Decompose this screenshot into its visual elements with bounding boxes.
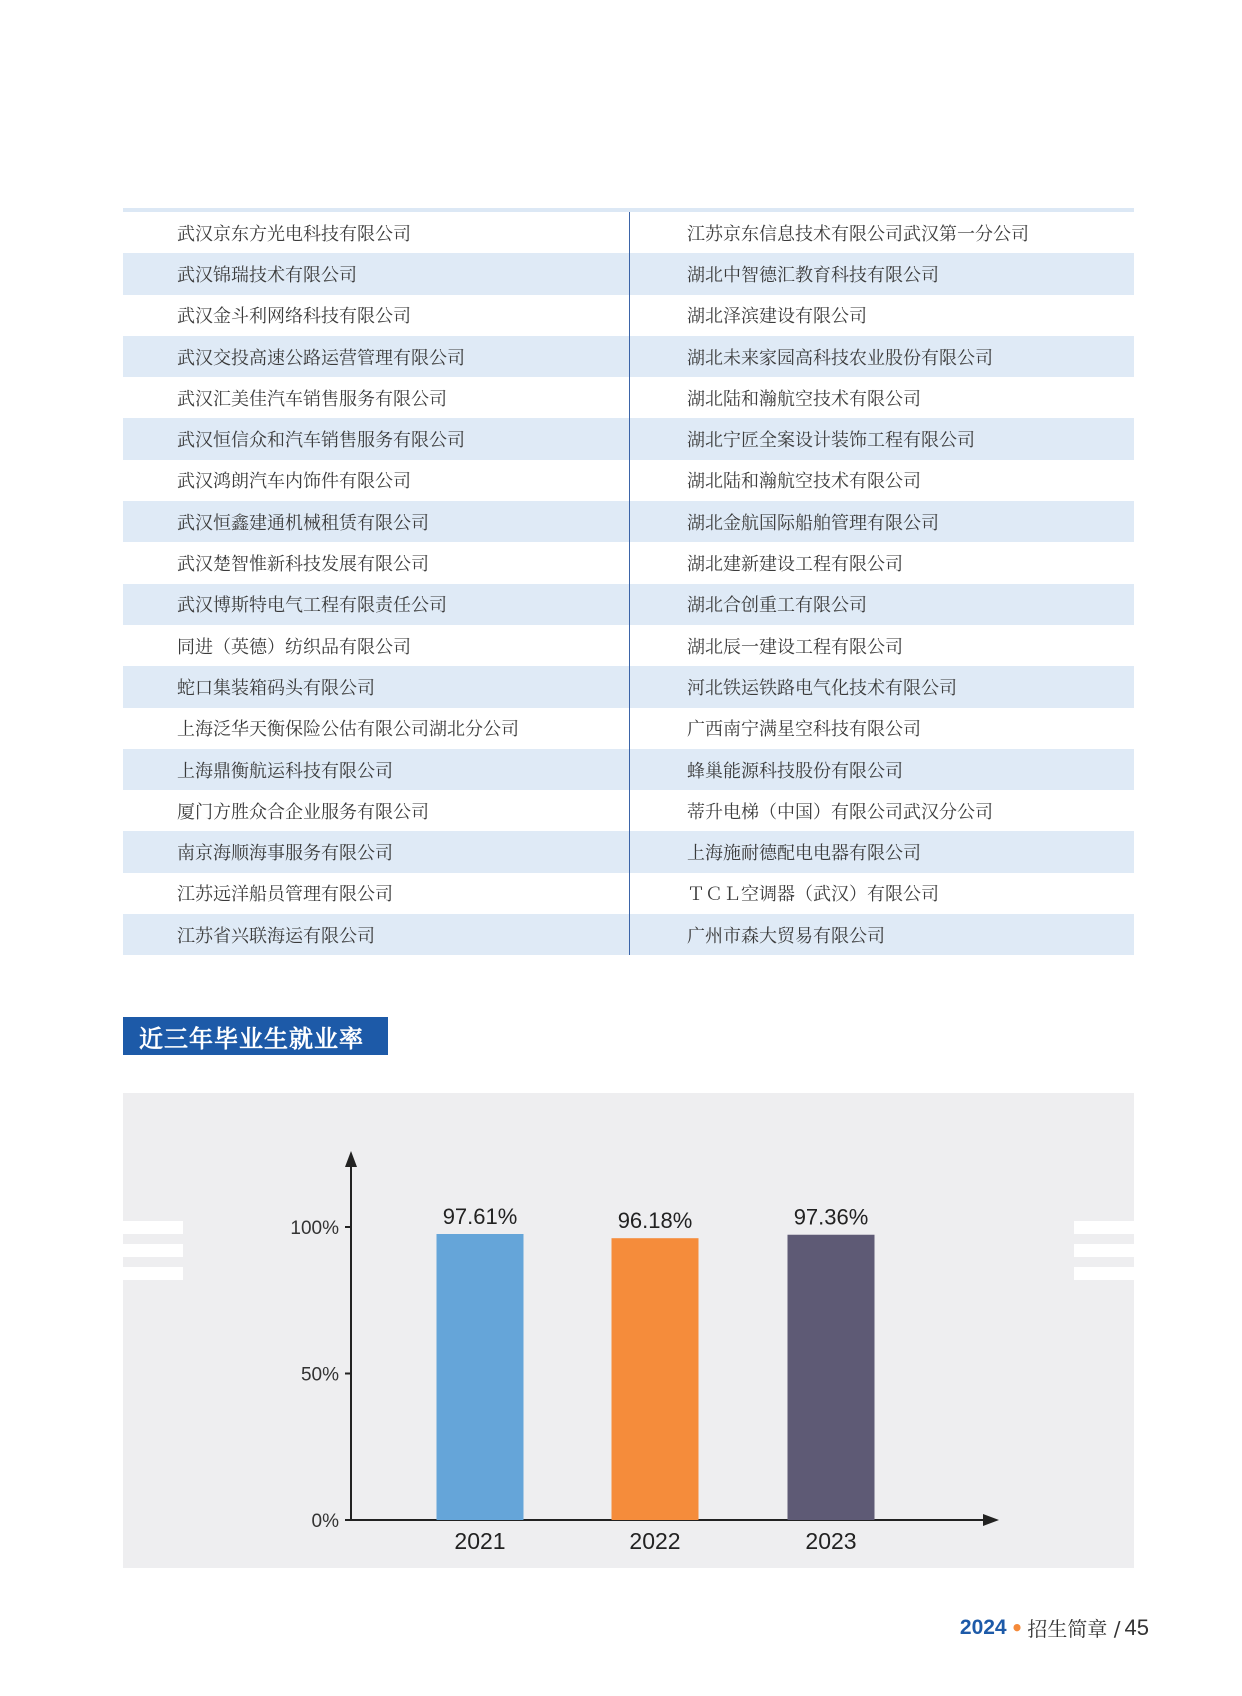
company-name-left: 武汉鸿朗汽车内饰件有限公司 [177, 471, 411, 493]
stripe [1074, 1244, 1134, 1257]
x-tick-label: 2023 [805, 1528, 857, 1554]
stripe [123, 1244, 183, 1257]
footer-label: 招生简章 / [1027, 1617, 1121, 1641]
stripe [123, 1267, 183, 1280]
company-name-left: 武汉恒信众和汽车销售服务有限公司 [177, 430, 465, 452]
bar-2022 [612, 1238, 699, 1520]
company-name-right: 湖北陆和瀚航空技术有限公司 [687, 471, 921, 493]
company-name-left: 武汉恒鑫建通机械租赁有限公司 [177, 512, 429, 534]
bar-2021 [437, 1234, 524, 1520]
company-name-left: 武汉汇美佳汽车销售服务有限公司 [177, 388, 447, 410]
table-divider [629, 212, 630, 955]
page-footer [960, 1613, 1149, 1642]
y-axis-arrow [345, 1151, 357, 1167]
company-name-right: 上海施耐德配电电器有限公司 [687, 843, 921, 865]
company-name-right: 湖北陆和瀚航空技术有限公司 [687, 388, 921, 410]
company-name-right: 河北铁运铁路电气化技术有限公司 [687, 677, 957, 699]
company-name-left: 南京海顺海事服务有限公司 [177, 843, 393, 865]
company-name-right: 湖北辰一建设工程有限公司 [687, 636, 903, 658]
company-name-left: 武汉京东方光电科技有限公司 [177, 223, 411, 245]
company-name-right: 湖北泽滨建设有限公司 [687, 306, 867, 328]
company-name-right: 湖北中智德汇教育科技有限公司 [687, 264, 939, 286]
company-name-left: 上海泛华天衡保险公估有限公司湖北分公司 [177, 719, 519, 741]
x-tick-label: 2021 [454, 1528, 506, 1554]
company-name-left: 武汉锦瑞技术有限公司 [177, 264, 357, 286]
company-name-right: 蒂升电梯（中国）有限公司武汉分公司 [687, 801, 993, 823]
y-ticks [290, 1218, 351, 1532]
company-name-right: 湖北未来家园高科技农业股份有限公司 [687, 347, 993, 369]
company-name-left: 武汉金斗利网络科技有限公司 [177, 306, 411, 328]
company-name-right: 江苏京东信息技术有限公司武汉第一分公司 [687, 223, 1029, 245]
y-tick-label: 0% [311, 1511, 339, 1532]
company-name-left: 武汉楚智惟新科技发展有限公司 [177, 554, 429, 576]
decoration-stripes-left [123, 1221, 183, 1280]
chart-svg [123, 1093, 1134, 1568]
company-name-right: 广西南宁满星空科技有限公司 [687, 719, 921, 741]
bars [437, 1234, 875, 1520]
footer-dot: • [1010, 1615, 1024, 1640]
stripe [1074, 1267, 1134, 1280]
footer-year: 2024 [959, 1615, 1007, 1639]
company-name-right: 湖北合创重工有限公司 [687, 595, 867, 617]
company-name-left: 同进（英德）纺织品有限公司 [177, 636, 411, 658]
x-labels [454, 1528, 856, 1554]
stripe [1074, 1221, 1134, 1234]
x-axis-arrow [983, 1514, 999, 1526]
employment-rate-chart [123, 1093, 1134, 1568]
company-name-left: 蛇口集装箱码头有限公司 [177, 677, 375, 699]
bar-2023 [788, 1235, 875, 1520]
company-table [123, 208, 1134, 955]
company-name-left: 武汉交投高速公路运营管理有限公司 [177, 347, 465, 369]
y-tick-label: 50% [300, 1364, 339, 1386]
company-name-left: 江苏远洋船员管理有限公司 [177, 884, 393, 906]
company-name-right: 湖北宁匠全案设计装饰工程有限公司 [687, 430, 975, 452]
company-name-left: 上海鼎衡航运科技有限公司 [177, 760, 393, 782]
page-number: 45 [1124, 1614, 1149, 1640]
company-name-right: 蜂巢能源科技股份有限公司 [687, 760, 903, 782]
decoration-stripes-right [1074, 1221, 1134, 1280]
data-label: 96.18% [617, 1208, 693, 1234]
company-name-right: 湖北建新建设工程有限公司 [687, 554, 903, 576]
company-name-right: ＴＣＬ空调器（武汉）有限公司 [687, 884, 939, 906]
x-tick-label: 2022 [629, 1528, 681, 1554]
y-tick-label: 100% [290, 1218, 339, 1239]
company-name-left: 江苏省兴联海运有限公司 [177, 925, 375, 947]
company-name-right: 湖北金航国际船舶管理有限公司 [687, 512, 939, 534]
company-name-right: 广州市森大贸易有限公司 [687, 925, 885, 947]
company-name-left: 厦门方胜众合企业服务有限公司 [177, 801, 429, 823]
data-label: 97.61% [442, 1204, 518, 1230]
data-labels [443, 1204, 869, 1233]
data-label: 97.36% [793, 1204, 869, 1230]
company-name-left: 武汉博斯特电气工程有限责任公司 [177, 595, 447, 617]
section-title: 近三年毕业生就业率 [123, 1017, 388, 1055]
stripe [123, 1221, 183, 1234]
